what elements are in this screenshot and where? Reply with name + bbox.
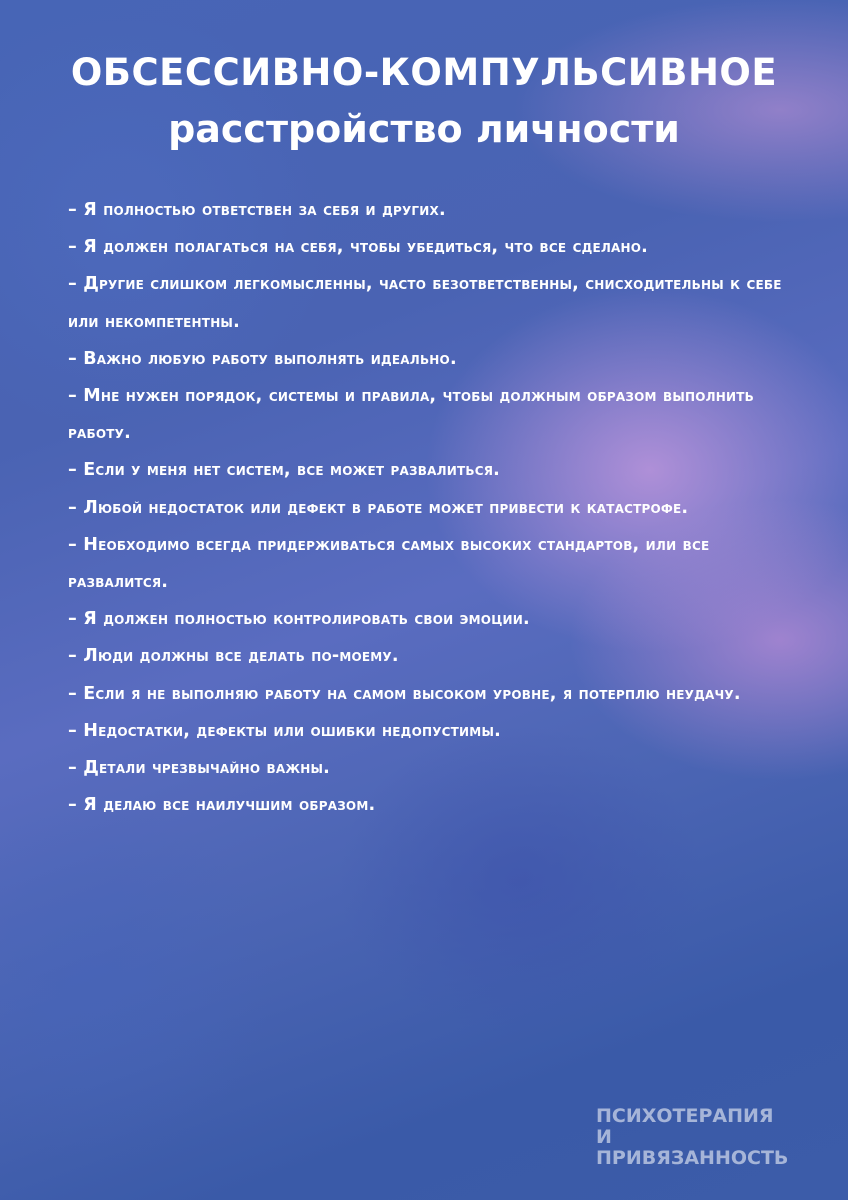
belief-statement: – Я делаю все наилучшим образом. — [68, 795, 376, 816]
brand-line: ПСИХОТЕРАПИЯ — [596, 1105, 774, 1127]
belief-statement: – Я должен полагаться на себя, чтобы убедиться, что все сделано. — [68, 237, 649, 258]
belief-statement: – Люди должны все делать по-моему. — [68, 646, 399, 667]
belief-statement: – Я должен полностью контролировать свои эмоции. — [68, 609, 530, 630]
belief-statement: – Другие слишком легкомысленны, часто безответственны, снисходительны к себе или некомпетентны. — [68, 274, 782, 332]
belief-statement: – Важно любую работу выполнять идеально. — [68, 348, 457, 369]
belief-statement: – Любой недостаток или дефект в работе может привести к катастрофе. — [68, 497, 689, 518]
belief-statement: – Недостатки, дефекты или ошибки недопустимы. — [68, 720, 501, 741]
belief-statement: – Я полностью ответствен за себя и других. — [68, 200, 446, 220]
belief-statement: – Мне нужен порядок, системы и правила, чтобы должным образом выполнить работу. — [68, 386, 754, 444]
belief-statement: – Если я не выполняю работу на самом высоком уровне, я потерплю неудачу. — [68, 683, 741, 704]
title-block — [0, 48, 848, 156]
belief-statement: – Детали чрезвычайно важны. — [68, 758, 331, 779]
page-title: ОБСЕССИВНО-КОМПУЛЬСИВНОЕ — [70, 51, 778, 94]
page-subtitle: расстройство личности — [168, 107, 680, 151]
brand-line: И — [596, 1126, 612, 1148]
brand-watermark — [596, 1106, 836, 1169]
belief-statement-list — [68, 192, 788, 824]
brand-line: ПРИВЯЗАННОСТЬ — [596, 1147, 789, 1169]
belief-statement: – Если у меня нет систем, все может развалиться. — [68, 460, 501, 481]
belief-statement: – Необходимо всегда придерживаться самых высоких стандартов, или все развалится. — [68, 534, 710, 593]
